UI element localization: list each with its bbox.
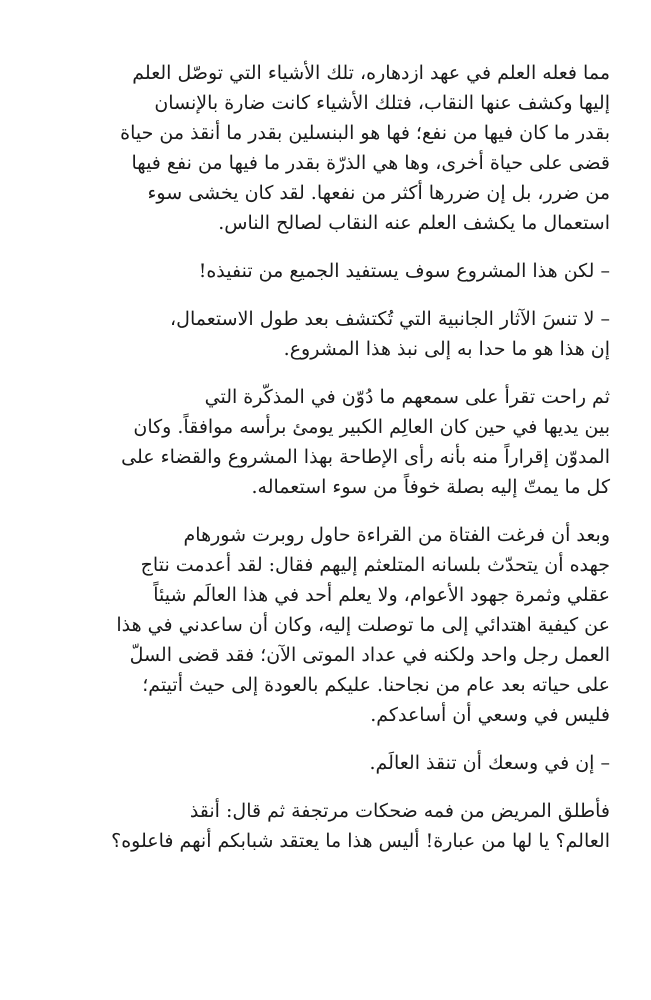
paragraph: وبعد أن فرغت الفتاة من القراءة حاول روبرت شورهام جهده أن يتحدّث بلسانه المتلعثم إليهم فقال: لقد أعدمت نتاج عقلي وثمرة جهود الأعوام، ولا يعلم أحد في هذا العالَم شيئاً عن كيفية اهتدائي إلى ما توصلت إليه، وكان أن ساعدني في هذا العمل رجل واحد ولكنه في عداد الموتى الآن؛ فقد قضى السلّ على حياته بعد عام من نجاحنا. عليكم بالعودة إلى حيث أتيتم؛ فليس في وسعي أن أساعدكم. [116,524,610,726]
book-page [64,58,610,874]
paragraph: فأطلق المريض من فمه ضحكات مرتجفة ثم قال: أنقذ العالم؟ يا لها من عبارة! أليس هذا ما يعتقد شبابكم أنهم فاعلوه؟ [111,800,610,852]
dialogue-line: – لكن هذا المشروع سوف يستفيد الجميع من تنفيذه! [198,260,610,282]
paragraph: ثم راحت تقرأ على سمعهم ما دُوّن في المذكّرة التي بين يديها في حين كان العالِم الكبير يومئ برأسه موافقاً. وكان المدوّن إقراراً منه بأنه رأى الإطاحة بهذا المشروع والقضاء على كل ما يمتّ إليه بصلة خوفاً من سوء استعماله. [121,386,610,498]
paragraph: مما فعله العلم في عهد ازدهاره، تلك الأشياء التي توصّل العلم إليها وكشف عنها النقاب، فتلك الأشياء كانت ضارة بالإنسان بقدر ما كان فيها من نفع؛ فها هو البنسلين بقدر ما أنقذ من حياة قضى على حياة أخرى، وها هي الذرّة بقدر ما فيها من نفع فيها من ضرر، بل إن ضررها أكثر من نفعها. لقد كان يخشى سوء استعمال ما يكشف العلم عنه النقاب لصالح الناس. [120,62,610,234]
dialogue-line: – إن في وسعك أن تنقذ العالَم. [369,752,610,774]
dialogue-line: – لا تنسَ الآثار الجانبية التي تُكتشف بعد طول الاستعمال، إن هذا هو ما حدا به إلى نبذ هذا المشروع. [170,308,610,360]
